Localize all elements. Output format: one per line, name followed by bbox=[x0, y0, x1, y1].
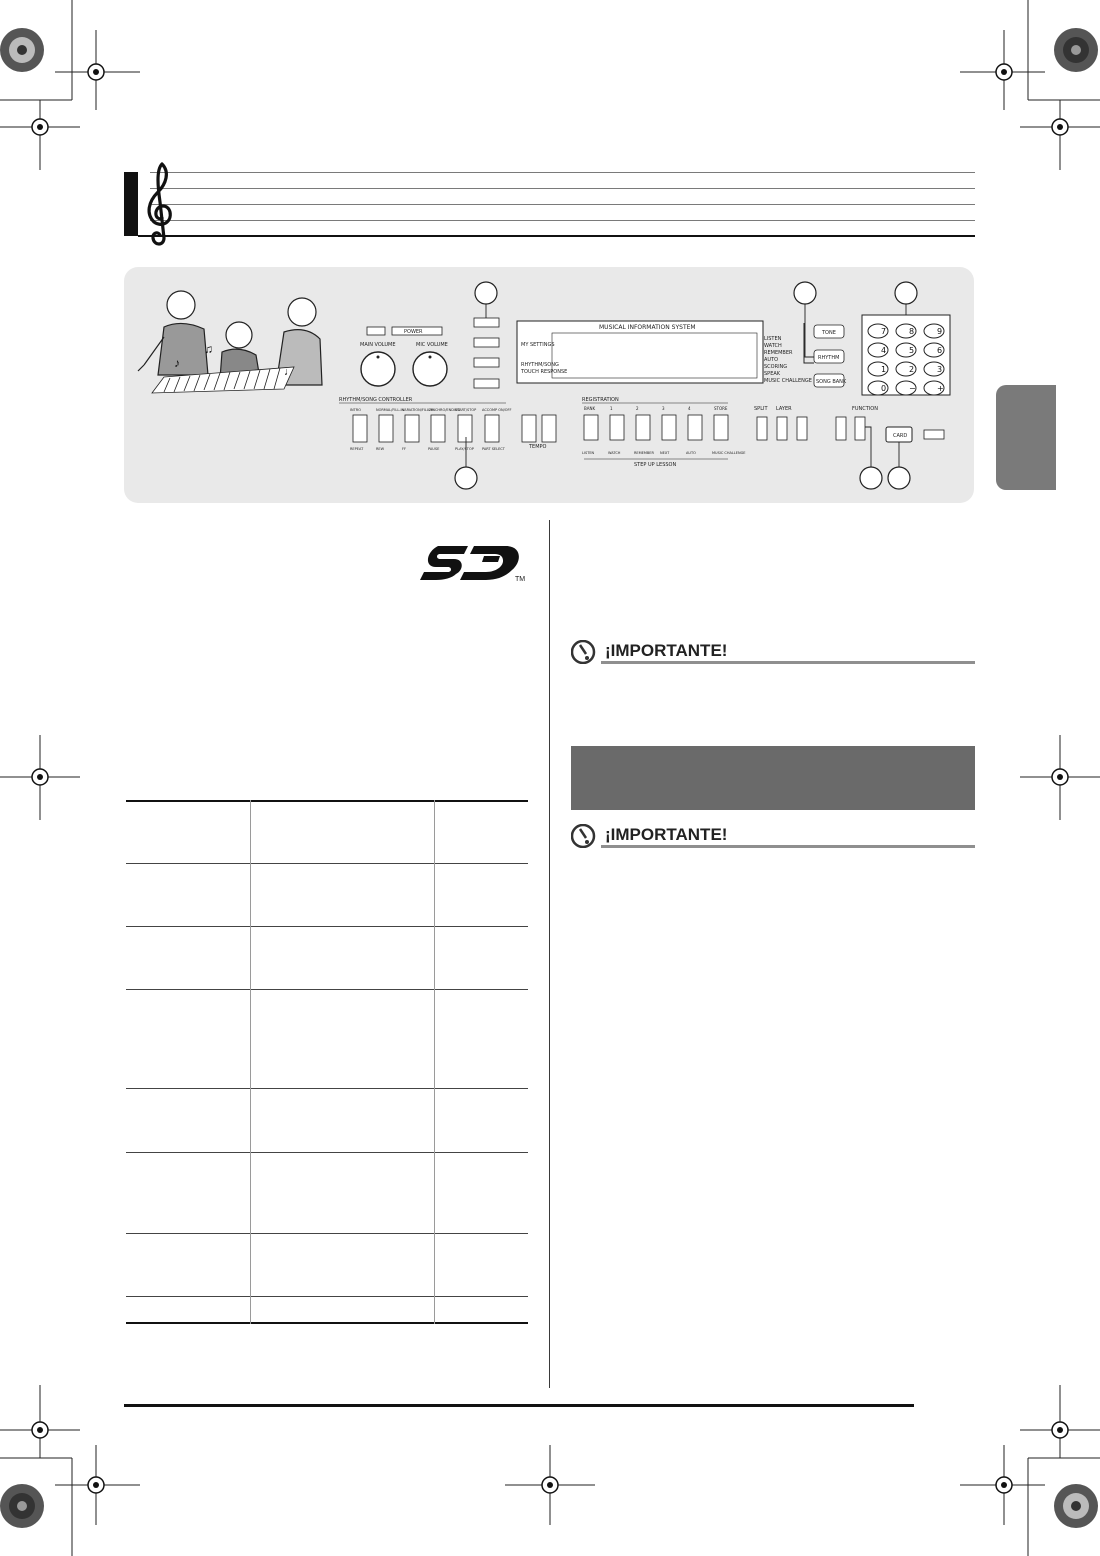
controller-button-label: NORMAL/FILL-IN bbox=[376, 408, 405, 412]
numpad-key-label: 7 bbox=[881, 327, 887, 336]
display-right-1: LISTEN bbox=[764, 336, 782, 342]
split-label: SPLIT bbox=[754, 406, 768, 412]
panel-button-2[interactable] bbox=[405, 415, 419, 442]
important-notice-1 bbox=[571, 640, 975, 664]
registration-button-label: STORE bbox=[714, 406, 728, 411]
important-notice-2 bbox=[571, 824, 975, 848]
panel-button-4[interactable] bbox=[458, 415, 472, 442]
display-left-1: MY SETTINGS bbox=[521, 342, 555, 348]
controller-sub-label: FF bbox=[402, 447, 407, 451]
controller-sub-label: REPEAT bbox=[350, 447, 364, 451]
svg-text:♪: ♪ bbox=[174, 356, 180, 370]
section-heading-box bbox=[571, 746, 975, 810]
panel-button-10[interactable] bbox=[636, 415, 650, 440]
panel-button-6[interactable] bbox=[522, 415, 536, 442]
panel-button-12[interactable] bbox=[688, 415, 702, 440]
staff-line bbox=[150, 172, 975, 173]
display-right-2: WATCH bbox=[764, 343, 782, 349]
numpad-key-label: 5 bbox=[909, 346, 915, 355]
callout-1 bbox=[475, 282, 497, 304]
registration-button-label: BANK bbox=[584, 406, 596, 411]
layer-label: LAYER bbox=[776, 406, 792, 412]
display-right-7: MUSIC CHALLENGE bbox=[764, 378, 812, 384]
staff-line bbox=[150, 188, 975, 189]
display-right-5: SCORING bbox=[764, 364, 788, 370]
controller-button-label: VARIATION/FILL-IN bbox=[402, 408, 434, 412]
mic-volume-label: MIC VOLUME bbox=[416, 342, 448, 348]
header-black-bar bbox=[124, 172, 138, 236]
panel-button-7[interactable] bbox=[542, 415, 556, 442]
important-icon bbox=[571, 640, 599, 664]
display-right-6: SPEAK bbox=[764, 371, 781, 377]
numpad-key-label: 6 bbox=[937, 346, 943, 355]
card-label: CARD bbox=[893, 433, 908, 439]
numpad-key-label: 3 bbox=[937, 365, 943, 374]
important-heading: ¡IMPORTANTE! bbox=[605, 825, 728, 844]
data-table bbox=[126, 800, 528, 1324]
numpad-key-label: 1 bbox=[881, 365, 887, 374]
registration-title: REGISTRATION bbox=[582, 397, 619, 403]
display-title: MUSICAL INFORMATION SYSTEM bbox=[599, 324, 696, 331]
callout-4 bbox=[455, 467, 477, 489]
rhythm-label: RHYTHM bbox=[818, 355, 840, 361]
controller-sub-label: PLAY/STOP bbox=[455, 447, 474, 451]
song-bank-label: SONG BANK bbox=[816, 379, 847, 385]
numpad-key-label: 4 bbox=[881, 346, 887, 355]
controller-button-label: SYNCHRO/ENDING bbox=[428, 408, 461, 412]
controller-title: RHYTHM/SONG CONTROLLER bbox=[339, 397, 413, 403]
callout-6 bbox=[888, 467, 910, 489]
power-label: POWER bbox=[404, 329, 423, 335]
controller-button-label: ACCOMP ON/OFF bbox=[482, 408, 512, 412]
tempo-label: TEMPO bbox=[529, 444, 547, 450]
panel-button-9[interactable] bbox=[610, 415, 624, 440]
display-left-3: TOUCH RESPONSE bbox=[521, 369, 568, 375]
registration-button-label: 1 bbox=[610, 406, 613, 411]
staff-line bbox=[150, 204, 975, 205]
important-heading: ¡IMPORTANTE! bbox=[605, 641, 728, 660]
controller-sub-label: REW bbox=[376, 447, 385, 451]
panel-button-8[interactable] bbox=[584, 415, 598, 440]
column-divider bbox=[549, 520, 550, 1388]
callout-3 bbox=[895, 282, 917, 304]
step-up-lesson-label: STEP UP LESSON bbox=[634, 462, 677, 468]
numpad-key-label: 9 bbox=[937, 327, 943, 336]
sd-trademark: TM bbox=[515, 576, 526, 583]
numpad-key-label: 2 bbox=[909, 365, 915, 374]
display-left-2: RHYTHM/SONG bbox=[521, 362, 559, 368]
panel-button-11[interactable] bbox=[662, 415, 676, 440]
controller-button-label: START/STOP bbox=[455, 408, 477, 412]
svg-text:♩: ♩ bbox=[284, 366, 295, 378]
main-volume-label: MAIN VOLUME bbox=[360, 342, 396, 348]
callout-2 bbox=[794, 282, 816, 304]
numpad-key-label: 8 bbox=[909, 327, 915, 336]
singers-illustration-icon bbox=[138, 291, 322, 393]
panel-button-0[interactable] bbox=[353, 415, 367, 442]
display-right-4: AUTO bbox=[764, 357, 779, 363]
function-label: FUNCTION bbox=[852, 406, 878, 412]
lesson-mode-label: AUTO bbox=[686, 451, 696, 455]
sd-card-logo-icon bbox=[418, 542, 528, 587]
lesson-mode-label: REMEMBER bbox=[634, 451, 654, 455]
panel-button-1[interactable] bbox=[379, 415, 393, 442]
treble-clef-icon bbox=[140, 158, 180, 248]
registration-button-label: 2 bbox=[636, 406, 639, 411]
registration-button-label: 3 bbox=[662, 406, 665, 411]
footer-rule bbox=[124, 1404, 914, 1407]
lesson-mode-label: LISTEN bbox=[582, 451, 595, 455]
controller-button-label: INTRO bbox=[350, 408, 361, 412]
section-tab bbox=[996, 385, 1056, 490]
numpad-key-label: + bbox=[937, 384, 944, 393]
svg-text:♫: ♫ bbox=[204, 342, 213, 356]
numpad-key-label: 0 bbox=[881, 384, 887, 393]
important-icon bbox=[571, 824, 599, 848]
registration-button-label: 4 bbox=[688, 406, 691, 411]
keyboard-illustration bbox=[124, 267, 974, 503]
panel-button-3[interactable] bbox=[431, 415, 445, 442]
callout-5 bbox=[860, 467, 882, 489]
panel-button-13[interactable] bbox=[714, 415, 728, 440]
staff-line bbox=[150, 220, 975, 221]
panel-button-5[interactable] bbox=[485, 415, 499, 442]
staff-bottom-line bbox=[138, 235, 975, 237]
lesson-mode-label: MUSIC CHALLENGE bbox=[712, 451, 746, 455]
tone-label: TONE bbox=[822, 330, 836, 336]
numpad-key-label: − bbox=[909, 384, 916, 393]
display-right-3: REMEMBER bbox=[764, 350, 793, 356]
controller-sub-label: PAUSE bbox=[428, 447, 440, 451]
lesson-mode-label: NEXT bbox=[660, 451, 670, 455]
controller-sub-label: PART SELECT bbox=[482, 447, 505, 451]
lesson-mode-label: WATCH bbox=[608, 451, 621, 455]
